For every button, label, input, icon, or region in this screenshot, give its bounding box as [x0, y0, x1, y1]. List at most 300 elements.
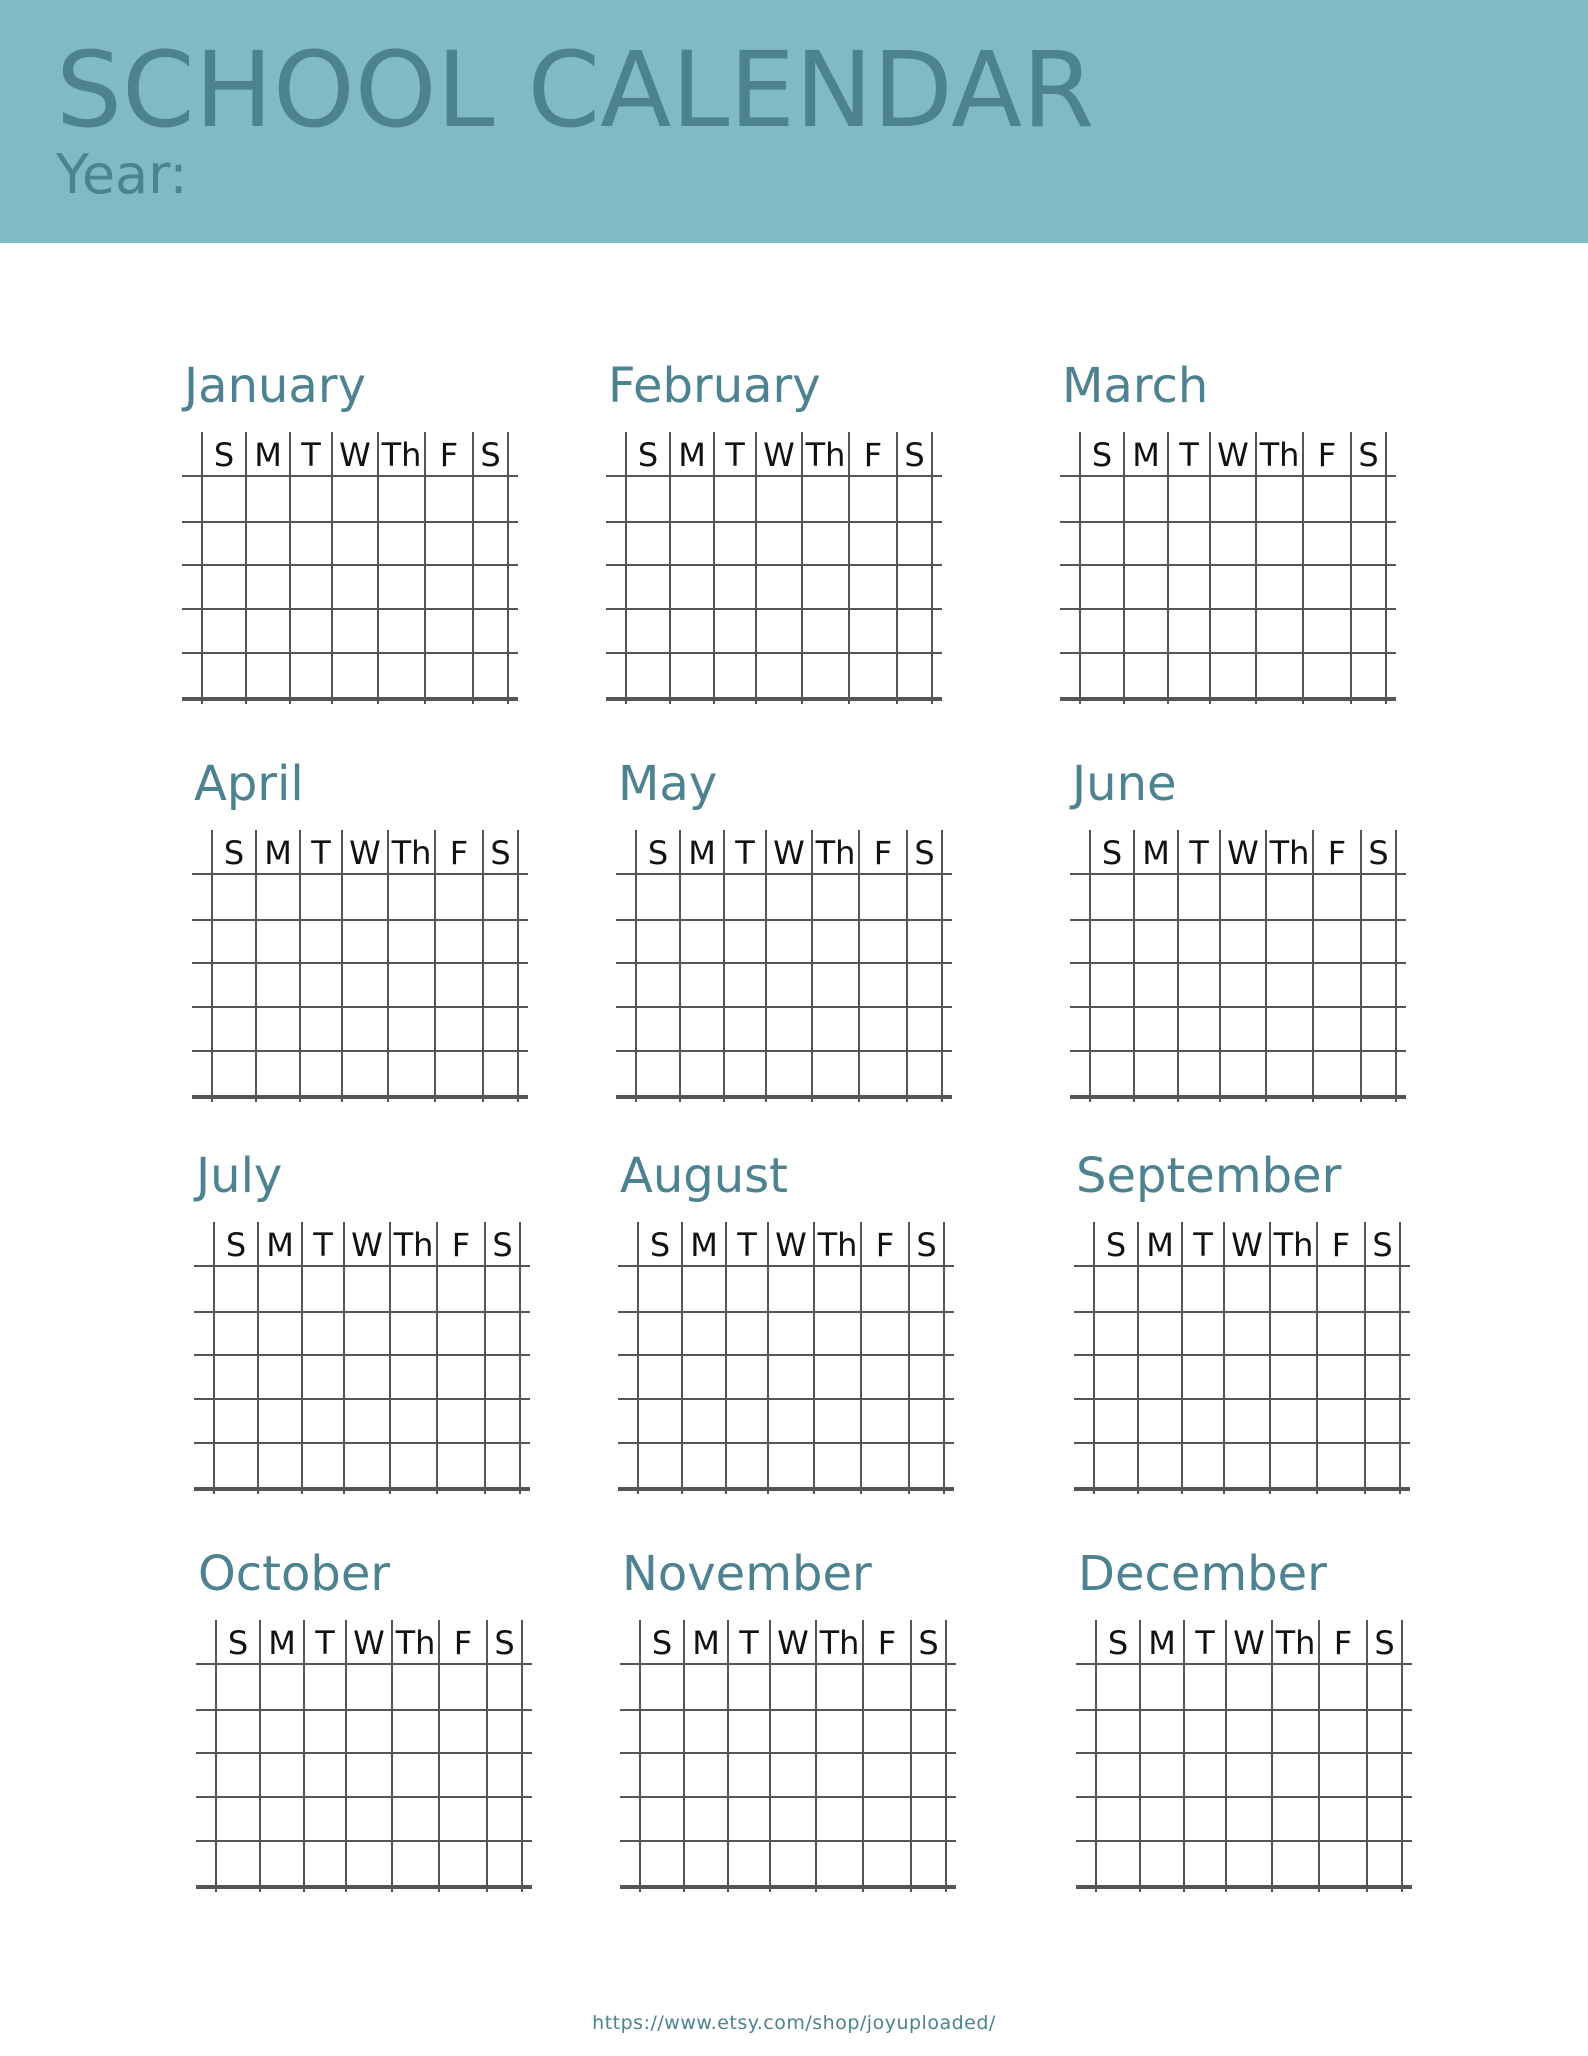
day-cell[interactable]: [347, 1798, 391, 1840]
day-cell[interactable]: [681, 921, 723, 962]
day-cell[interactable]: [345, 1267, 389, 1311]
day-cell[interactable]: [864, 1754, 910, 1796]
day-cell[interactable]: [203, 610, 245, 652]
day-cell[interactable]: [343, 1052, 387, 1095]
day-cell[interactable]: [379, 654, 424, 697]
day-cell[interactable]: [1179, 875, 1219, 919]
day-cell[interactable]: [1225, 1267, 1269, 1311]
day-cell[interactable]: [488, 1665, 521, 1709]
day-cell[interactable]: [305, 1798, 345, 1840]
day-cell[interactable]: [803, 610, 848, 652]
day-cell[interactable]: [1366, 1444, 1399, 1487]
day-cell[interactable]: [259, 1444, 301, 1487]
day-cell[interactable]: [213, 1008, 255, 1050]
day-cell[interactable]: [393, 1711, 438, 1752]
day-cell[interactable]: [671, 523, 713, 564]
day-cell[interactable]: [1273, 1754, 1318, 1796]
day-cell[interactable]: [1318, 1400, 1364, 1442]
day-cell[interactable]: [1179, 921, 1219, 962]
day-cell[interactable]: [681, 1008, 723, 1050]
day-cell[interactable]: [862, 1313, 908, 1354]
day-cell[interactable]: [1125, 523, 1167, 564]
day-cell[interactable]: [474, 523, 507, 564]
day-cell[interactable]: [803, 477, 848, 521]
day-cell[interactable]: [813, 1008, 858, 1050]
day-cell[interactable]: [1225, 1356, 1269, 1398]
day-cell[interactable]: [1141, 1711, 1183, 1752]
day-cell[interactable]: [908, 875, 941, 919]
day-cell[interactable]: [213, 921, 255, 962]
day-cell[interactable]: [1318, 1313, 1364, 1354]
day-cell[interactable]: [1125, 610, 1167, 652]
day-cell[interactable]: [486, 1313, 519, 1354]
day-cell[interactable]: [261, 1711, 303, 1752]
day-cell[interactable]: [637, 1052, 679, 1095]
day-cell[interactable]: [247, 654, 289, 697]
day-cell[interactable]: [1169, 523, 1209, 564]
day-cell[interactable]: [908, 921, 941, 962]
day-cell[interactable]: [1125, 566, 1167, 608]
day-cell[interactable]: [910, 1444, 943, 1487]
day-cell[interactable]: [1183, 1267, 1223, 1311]
day-cell[interactable]: [1211, 477, 1255, 521]
day-cell[interactable]: [343, 964, 387, 1006]
day-cell[interactable]: [641, 1842, 683, 1885]
day-cell[interactable]: [261, 1842, 303, 1885]
day-cell[interactable]: [440, 1798, 486, 1840]
day-cell[interactable]: [426, 523, 472, 564]
day-cell[interactable]: [389, 1052, 434, 1095]
day-cell[interactable]: [715, 566, 755, 608]
day-cell[interactable]: [637, 921, 679, 962]
day-cell[interactable]: [1185, 1711, 1225, 1752]
day-cell[interactable]: [898, 610, 931, 652]
day-cell[interactable]: [247, 477, 289, 521]
day-cell[interactable]: [627, 610, 669, 652]
day-cell[interactable]: [767, 1052, 811, 1095]
day-cell[interactable]: [641, 1798, 683, 1840]
day-cell[interactable]: [1091, 1008, 1133, 1050]
day-cell[interactable]: [1097, 1842, 1139, 1885]
day-cell[interactable]: [1097, 1665, 1139, 1709]
day-cell[interactable]: [1267, 921, 1312, 962]
day-cell[interactable]: [393, 1798, 438, 1840]
day-cell[interactable]: [757, 523, 801, 564]
day-cell[interactable]: [1366, 1313, 1399, 1354]
day-cell[interactable]: [333, 610, 377, 652]
day-cell[interactable]: [1318, 1267, 1364, 1311]
day-cell[interactable]: [440, 1842, 486, 1885]
day-cell[interactable]: [1135, 875, 1177, 919]
day-cell[interactable]: [343, 1008, 387, 1050]
day-cell[interactable]: [247, 566, 289, 608]
day-cell[interactable]: [898, 654, 931, 697]
day-cell[interactable]: [436, 1008, 482, 1050]
day-cell[interactable]: [850, 654, 896, 697]
day-cell[interactable]: [910, 1400, 943, 1442]
day-cell[interactable]: [912, 1798, 945, 1840]
day-cell[interactable]: [1304, 477, 1350, 521]
day-cell[interactable]: [333, 477, 377, 521]
day-cell[interactable]: [681, 964, 723, 1006]
day-cell[interactable]: [1091, 921, 1133, 962]
day-cell[interactable]: [261, 1798, 303, 1840]
day-cell[interactable]: [671, 477, 713, 521]
day-cell[interactable]: [683, 1444, 725, 1487]
day-cell[interactable]: [815, 1267, 860, 1311]
day-cell[interactable]: [438, 1267, 484, 1311]
day-cell[interactable]: [803, 523, 848, 564]
day-cell[interactable]: [215, 1267, 257, 1311]
day-cell[interactable]: [817, 1842, 862, 1885]
day-cell[interactable]: [1081, 523, 1123, 564]
day-cell[interactable]: [1135, 964, 1177, 1006]
day-cell[interactable]: [347, 1665, 391, 1709]
day-cell[interactable]: [1366, 1400, 1399, 1442]
day-cell[interactable]: [685, 1711, 727, 1752]
day-cell[interactable]: [637, 964, 679, 1006]
day-cell[interactable]: [474, 654, 507, 697]
day-cell[interactable]: [715, 523, 755, 564]
day-cell[interactable]: [1179, 964, 1219, 1006]
day-cell[interactable]: [1368, 1665, 1401, 1709]
day-cell[interactable]: [1368, 1798, 1401, 1840]
day-cell[interactable]: [301, 921, 341, 962]
day-cell[interactable]: [213, 964, 255, 1006]
day-cell[interactable]: [1141, 1665, 1183, 1709]
day-cell[interactable]: [1183, 1444, 1223, 1487]
day-cell[interactable]: [257, 1052, 299, 1095]
day-cell[interactable]: [474, 566, 507, 608]
day-cell[interactable]: [345, 1444, 389, 1487]
day-cell[interactable]: [685, 1798, 727, 1840]
day-cell[interactable]: [217, 1798, 259, 1840]
day-cell[interactable]: [912, 1711, 945, 1752]
day-cell[interactable]: [259, 1267, 301, 1311]
day-cell[interactable]: [864, 1798, 910, 1840]
day-cell[interactable]: [767, 1008, 811, 1050]
day-cell[interactable]: [259, 1356, 301, 1398]
day-cell[interactable]: [257, 1008, 299, 1050]
day-cell[interactable]: [729, 1798, 769, 1840]
day-cell[interactable]: [1320, 1842, 1366, 1885]
footer-url[interactable]: https://www.etsy.com/shop/joyuploaded/: [592, 2012, 996, 2034]
day-cell[interactable]: [291, 610, 331, 652]
day-cell[interactable]: [671, 610, 713, 652]
day-cell[interactable]: [391, 1356, 436, 1398]
day-cell[interactable]: [639, 1313, 681, 1354]
day-cell[interactable]: [639, 1356, 681, 1398]
day-cell[interactable]: [379, 477, 424, 521]
day-cell[interactable]: [725, 964, 765, 1006]
day-cell[interactable]: [1179, 1052, 1219, 1095]
day-cell[interactable]: [1183, 1356, 1223, 1398]
day-cell[interactable]: [488, 1842, 521, 1885]
day-cell[interactable]: [862, 1356, 908, 1398]
day-cell[interactable]: [641, 1665, 683, 1709]
day-cell[interactable]: [347, 1711, 391, 1752]
day-cell[interactable]: [343, 875, 387, 919]
day-cell[interactable]: [1352, 654, 1385, 697]
day-cell[interactable]: [438, 1444, 484, 1487]
day-cell[interactable]: [1227, 1711, 1271, 1752]
day-cell[interactable]: [757, 654, 801, 697]
day-cell[interactable]: [862, 1400, 908, 1442]
day-cell[interactable]: [813, 921, 858, 962]
day-cell[interactable]: [247, 523, 289, 564]
day-cell[interactable]: [1267, 1052, 1312, 1095]
day-cell[interactable]: [1362, 921, 1395, 962]
day-cell[interactable]: [1267, 964, 1312, 1006]
day-cell[interactable]: [488, 1754, 521, 1796]
day-cell[interactable]: [1304, 566, 1350, 608]
day-cell[interactable]: [1227, 1842, 1271, 1885]
day-cell[interactable]: [484, 921, 517, 962]
day-cell[interactable]: [1227, 1754, 1271, 1796]
day-cell[interactable]: [1267, 1008, 1312, 1050]
day-cell[interactable]: [1227, 1798, 1271, 1840]
day-cell[interactable]: [1352, 477, 1385, 521]
day-cell[interactable]: [213, 1052, 255, 1095]
day-cell[interactable]: [727, 1313, 767, 1354]
day-cell[interactable]: [1368, 1711, 1401, 1752]
day-cell[interactable]: [1185, 1842, 1225, 1885]
day-cell[interactable]: [379, 566, 424, 608]
day-cell[interactable]: [436, 1052, 482, 1095]
day-cell[interactable]: [1368, 1842, 1401, 1885]
day-cell[interactable]: [817, 1798, 862, 1840]
day-cell[interactable]: [727, 1400, 767, 1442]
day-cell[interactable]: [637, 875, 679, 919]
day-cell[interactable]: [391, 1444, 436, 1487]
day-cell[interactable]: [767, 875, 811, 919]
day-cell[interactable]: [333, 566, 377, 608]
day-cell[interactable]: [1091, 1052, 1133, 1095]
day-cell[interactable]: [438, 1356, 484, 1398]
day-cell[interactable]: [860, 921, 906, 962]
day-cell[interactable]: [639, 1444, 681, 1487]
day-cell[interactable]: [1097, 1711, 1139, 1752]
day-cell[interactable]: [1352, 610, 1385, 652]
day-cell[interactable]: [345, 1400, 389, 1442]
day-cell[interactable]: [803, 566, 848, 608]
day-cell[interactable]: [715, 477, 755, 521]
day-cell[interactable]: [817, 1754, 862, 1796]
day-cell[interactable]: [1352, 523, 1385, 564]
day-cell[interactable]: [426, 610, 472, 652]
day-cell[interactable]: [1211, 523, 1255, 564]
day-cell[interactable]: [769, 1313, 813, 1354]
day-cell[interactable]: [333, 654, 377, 697]
day-cell[interactable]: [1097, 1754, 1139, 1796]
day-cell[interactable]: [898, 477, 931, 521]
day-cell[interactable]: [1185, 1754, 1225, 1796]
day-cell[interactable]: [908, 1052, 941, 1095]
day-cell[interactable]: [1141, 1798, 1183, 1840]
day-cell[interactable]: [850, 523, 896, 564]
day-cell[interactable]: [303, 1313, 343, 1354]
day-cell[interactable]: [727, 1267, 767, 1311]
day-cell[interactable]: [771, 1711, 815, 1752]
day-cell[interactable]: [391, 1267, 436, 1311]
day-cell[interactable]: [1097, 1798, 1139, 1840]
day-cell[interactable]: [1179, 1008, 1219, 1050]
day-cell[interactable]: [671, 654, 713, 697]
day-cell[interactable]: [426, 566, 472, 608]
day-cell[interactable]: [257, 875, 299, 919]
day-cell[interactable]: [301, 964, 341, 1006]
day-cell[interactable]: [813, 1052, 858, 1095]
day-cell[interactable]: [217, 1711, 259, 1752]
day-cell[interactable]: [484, 1052, 517, 1095]
day-cell[interactable]: [1273, 1665, 1318, 1709]
day-cell[interactable]: [757, 610, 801, 652]
day-cell[interactable]: [343, 921, 387, 962]
day-cell[interactable]: [440, 1711, 486, 1752]
day-cell[interactable]: [862, 1444, 908, 1487]
day-cell[interactable]: [685, 1754, 727, 1796]
day-cell[interactable]: [215, 1313, 257, 1354]
day-cell[interactable]: [637, 1008, 679, 1050]
day-cell[interactable]: [1257, 477, 1302, 521]
day-cell[interactable]: [769, 1400, 813, 1442]
day-cell[interactable]: [301, 1008, 341, 1050]
day-cell[interactable]: [291, 654, 331, 697]
day-cell[interactable]: [217, 1842, 259, 1885]
day-cell[interactable]: [486, 1267, 519, 1311]
day-cell[interactable]: [771, 1798, 815, 1840]
day-cell[interactable]: [767, 921, 811, 962]
day-cell[interactable]: [815, 1400, 860, 1442]
day-cell[interactable]: [1211, 654, 1255, 697]
day-cell[interactable]: [438, 1313, 484, 1354]
day-cell[interactable]: [864, 1711, 910, 1752]
day-cell[interactable]: [683, 1400, 725, 1442]
day-cell[interactable]: [305, 1665, 345, 1709]
day-cell[interactable]: [1304, 610, 1350, 652]
day-cell[interactable]: [1271, 1444, 1316, 1487]
day-cell[interactable]: [757, 477, 801, 521]
day-cell[interactable]: [1314, 964, 1360, 1006]
day-cell[interactable]: [1141, 1842, 1183, 1885]
day-cell[interactable]: [436, 964, 482, 1006]
day-cell[interactable]: [345, 1356, 389, 1398]
day-cell[interactable]: [725, 875, 765, 919]
day-cell[interactable]: [1095, 1444, 1137, 1487]
day-cell[interactable]: [769, 1267, 813, 1311]
day-cell[interactable]: [862, 1267, 908, 1311]
day-cell[interactable]: [908, 964, 941, 1006]
day-cell[interactable]: [912, 1665, 945, 1709]
day-cell[interactable]: [301, 1052, 341, 1095]
day-cell[interactable]: [484, 875, 517, 919]
day-cell[interactable]: [303, 1444, 343, 1487]
day-cell[interactable]: [1271, 1400, 1316, 1442]
day-cell[interactable]: [215, 1444, 257, 1487]
day-cell[interactable]: [217, 1665, 259, 1709]
day-cell[interactable]: [725, 1008, 765, 1050]
day-cell[interactable]: [1257, 654, 1302, 697]
day-cell[interactable]: [725, 921, 765, 962]
day-cell[interactable]: [815, 1444, 860, 1487]
day-cell[interactable]: [860, 1008, 906, 1050]
day-cell[interactable]: [486, 1400, 519, 1442]
day-cell[interactable]: [1362, 964, 1395, 1006]
day-cell[interactable]: [1320, 1665, 1366, 1709]
day-cell[interactable]: [259, 1313, 301, 1354]
day-cell[interactable]: [486, 1444, 519, 1487]
day-cell[interactable]: [1091, 875, 1133, 919]
day-cell[interactable]: [627, 477, 669, 521]
day-cell[interactable]: [291, 477, 331, 521]
day-cell[interactable]: [910, 1356, 943, 1398]
day-cell[interactable]: [1169, 654, 1209, 697]
day-cell[interactable]: [345, 1313, 389, 1354]
day-cell[interactable]: [729, 1665, 769, 1709]
day-cell[interactable]: [1169, 610, 1209, 652]
day-cell[interactable]: [440, 1754, 486, 1796]
day-cell[interactable]: [203, 566, 245, 608]
day-cell[interactable]: [215, 1400, 257, 1442]
day-cell[interactable]: [860, 964, 906, 1006]
day-cell[interactable]: [1183, 1400, 1223, 1442]
day-cell[interactable]: [850, 477, 896, 521]
day-cell[interactable]: [1257, 523, 1302, 564]
day-cell[interactable]: [440, 1665, 486, 1709]
day-cell[interactable]: [203, 654, 245, 697]
day-cell[interactable]: [1314, 1052, 1360, 1095]
day-cell[interactable]: [1125, 654, 1167, 697]
day-cell[interactable]: [850, 566, 896, 608]
day-cell[interactable]: [727, 1356, 767, 1398]
day-cell[interactable]: [217, 1754, 259, 1796]
day-cell[interactable]: [803, 654, 848, 697]
day-cell[interactable]: [1135, 921, 1177, 962]
day-cell[interactable]: [1320, 1711, 1366, 1752]
day-cell[interactable]: [1221, 1008, 1265, 1050]
day-cell[interactable]: [627, 566, 669, 608]
day-cell[interactable]: [1304, 654, 1350, 697]
day-cell[interactable]: [247, 610, 289, 652]
day-cell[interactable]: [898, 566, 931, 608]
day-cell[interactable]: [484, 1008, 517, 1050]
day-cell[interactable]: [817, 1665, 862, 1709]
day-cell[interactable]: [291, 566, 331, 608]
day-cell[interactable]: [641, 1711, 683, 1752]
day-cell[interactable]: [1318, 1444, 1364, 1487]
day-cell[interactable]: [725, 1052, 765, 1095]
day-cell[interactable]: [261, 1754, 303, 1796]
day-cell[interactable]: [486, 1356, 519, 1398]
day-cell[interactable]: [1257, 566, 1302, 608]
day-cell[interactable]: [1081, 477, 1123, 521]
day-cell[interactable]: [1318, 1356, 1364, 1398]
day-cell[interactable]: [333, 523, 377, 564]
day-cell[interactable]: [1362, 875, 1395, 919]
day-cell[interactable]: [683, 1356, 725, 1398]
day-cell[interactable]: [291, 523, 331, 564]
day-cell[interactable]: [488, 1798, 521, 1840]
day-cell[interactable]: [1225, 1400, 1269, 1442]
day-cell[interactable]: [850, 610, 896, 652]
day-cell[interactable]: [438, 1400, 484, 1442]
day-cell[interactable]: [1352, 566, 1385, 608]
day-cell[interactable]: [301, 875, 341, 919]
day-cell[interactable]: [391, 1400, 436, 1442]
day-cell[interactable]: [389, 921, 434, 962]
day-cell[interactable]: [910, 1267, 943, 1311]
day-cell[interactable]: [685, 1842, 727, 1885]
